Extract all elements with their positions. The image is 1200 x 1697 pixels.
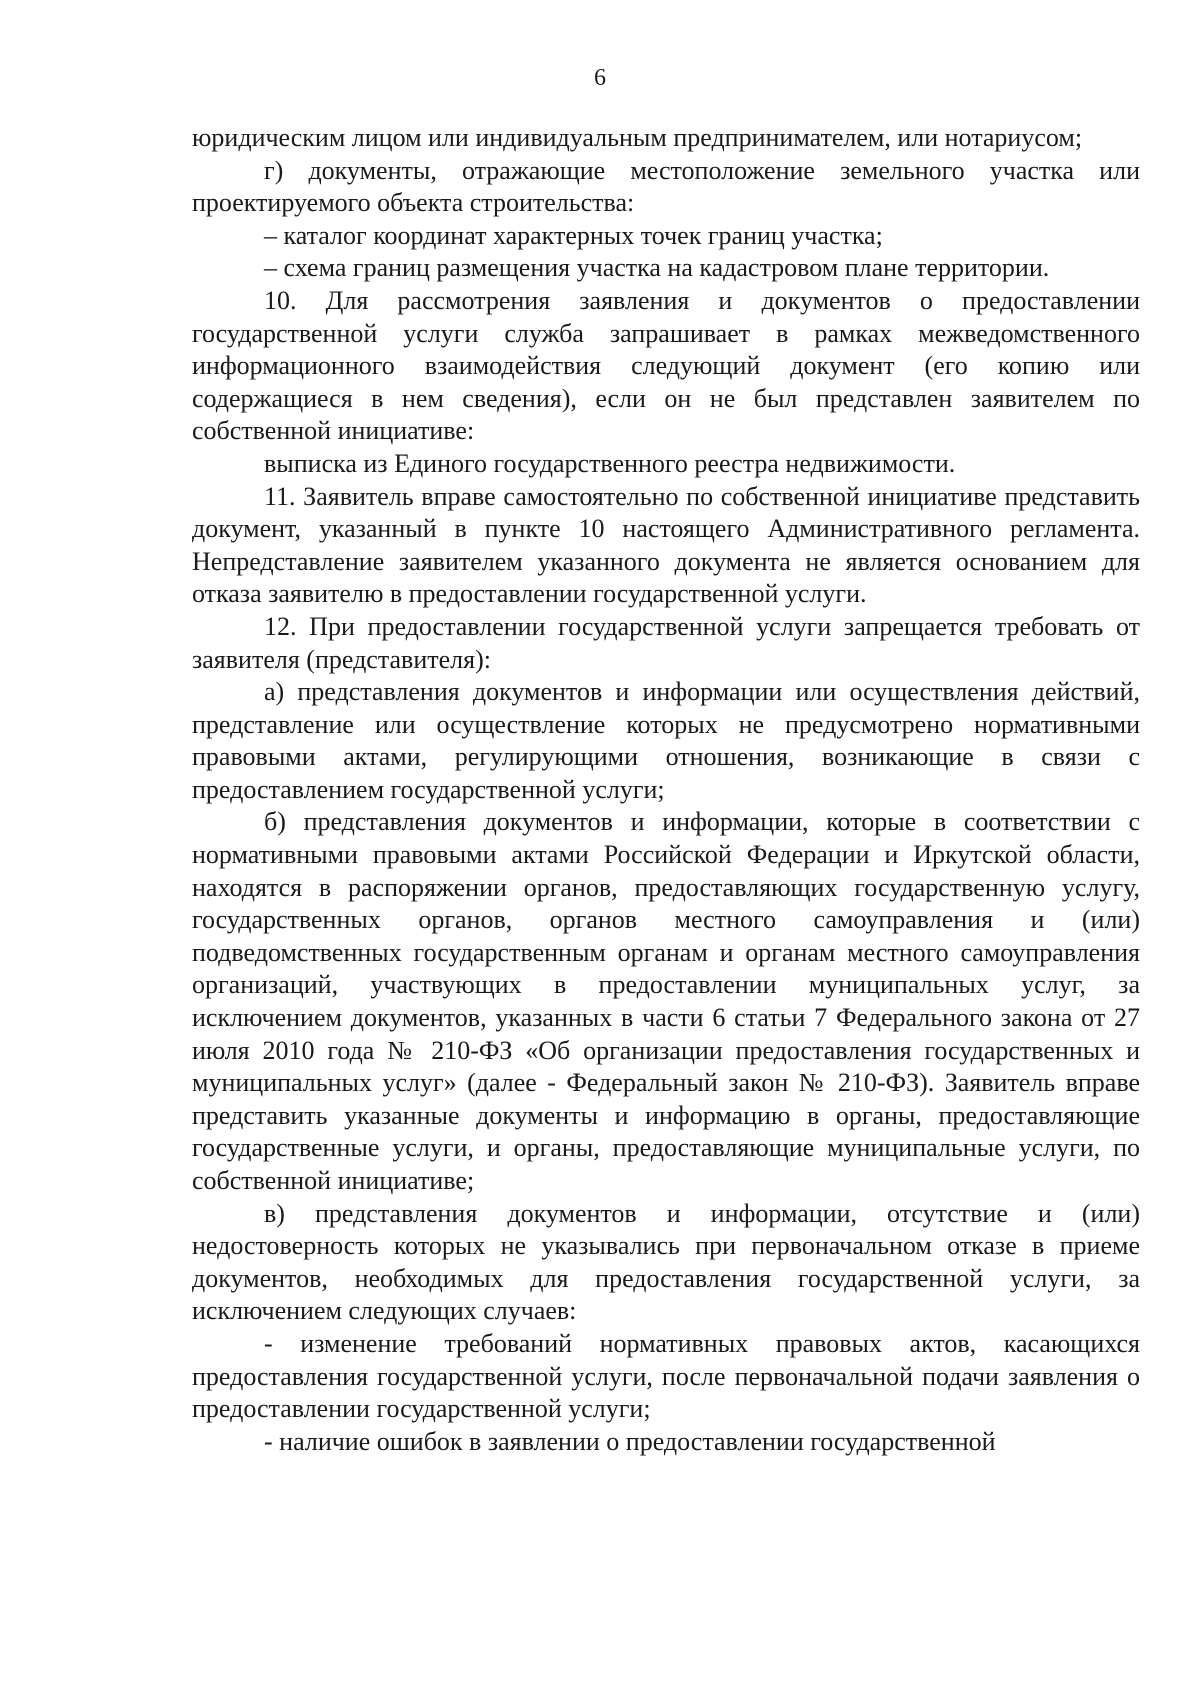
- paragraph: б) представления документов и информации, которые в соответствии с нормативными правовыми актами Российской Федерации и Иркутской области, находятся в распоряжении органов, предоставляющих государственную услугу, государственных органов, органов местного самоуправления и (или) подведомственных государственным органам и органам местного самоуправления организаций, участвующих в предоставлении муниципальных услуг, за исключением документов, указанных в части 6 статьи 7 Федерального закона от 27 июля 2010 года № 210-ФЗ «Об организации предоставления государственных и муниципальных услуг» (далее - Федеральный закон № 210-ФЗ). Заявитель вправе представить указанные документы и информацию в органы, предоставляющие государственные услуги, и органы, предоставляющие муниципальные услуги, по собственной инициативе;: [192, 807, 1140, 1195]
- paragraph: 10. Для рассмотрения заявления и документов о предоставлении государственной услуги служба запрашивает в рамках межведомственного информационного взаимодействия следующий документ (его копию или содержащиеся в нем сведения), если он не был представлен заявителем по собственной инициативе:: [192, 285, 1140, 446]
- paragraph: выписка из Единого государственного реестра недвижимости.: [264, 448, 956, 478]
- document-body: [192, 122, 1140, 1458]
- paragraph: а) представления документов и информации или осуществления действий, представление или осуществление которых не предусмотрено нормативными правовыми актами, регулирующими отношения, возникающие в связи с предоставлением государственной услуги;: [192, 677, 1140, 804]
- paragraph: юридическим лицом или индивидуальным предпринимателем, или нотариусом;: [192, 123, 1083, 152]
- page-number: 6: [594, 65, 606, 91]
- paragraph: 11. Заявитель вправе самостоятельно по собственной инициативе представить документ, указанный в пункте 10 настоящего Административного регламента. Непредставление заявителем указанного документа не является основанием для отказа заявителю в предоставлении государственной услуги.: [192, 481, 1140, 609]
- paragraph: в) представления документов и информации, отсутствие и (или) недостоверность которых не указывались при первоначальном отказе в приеме документов, необходимых для предоставления государственной услуги, за исключением следующих случаев:: [192, 1198, 1140, 1326]
- list-item: - наличие ошибок в заявлении о предоставлении государственной: [264, 1426, 996, 1456]
- list-item: – каталог координат характерных точек границ участка;: [264, 220, 883, 250]
- list-item: – схема границ размещения участка на кадастровом плане территории.: [264, 253, 1050, 283]
- paragraph: 12. При предоставлении государственной услуги запрещается требовать от заявителя (представителя):: [192, 611, 1140, 674]
- paragraph: г) документы, отражающие местоположение земельного участка или проектируемого объекта строительства:: [192, 155, 1140, 218]
- list-item: - изменение требований нормативных правовых актов, касающихся предоставления государственной услуги, после первоначальной подачи заявления о предоставлении государственной услуги;: [192, 1328, 1140, 1424]
